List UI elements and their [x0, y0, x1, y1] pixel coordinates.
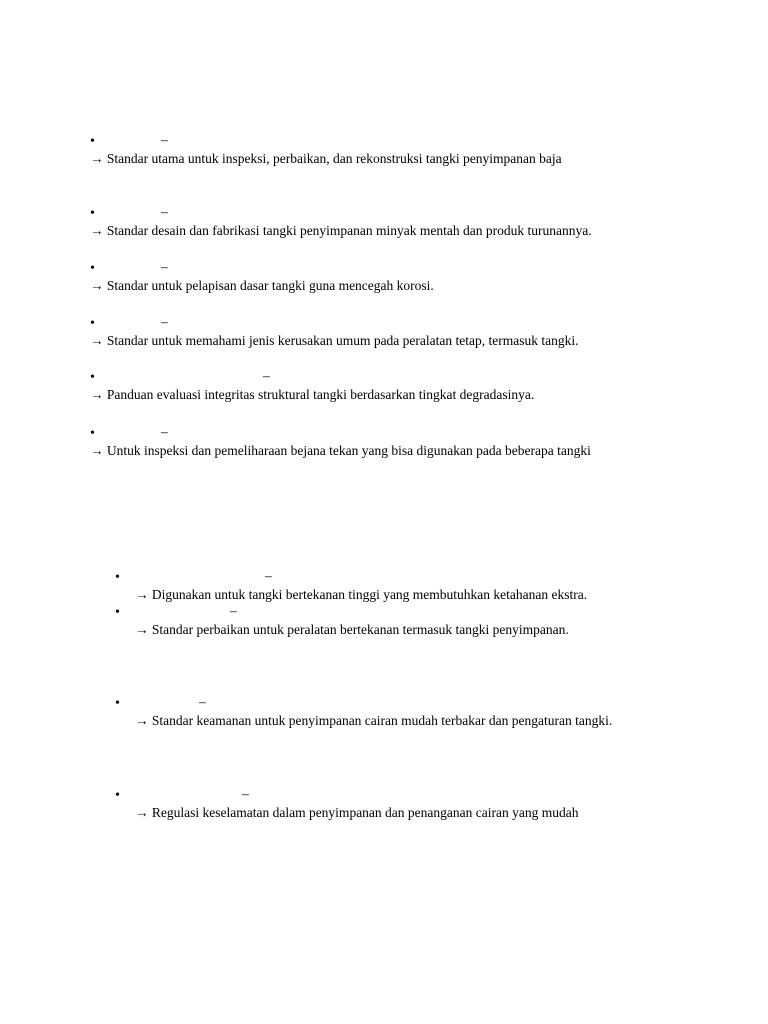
bullet-icon: •: [90, 134, 95, 149]
list-item: [90, 369, 534, 403]
bullet-icon: •: [90, 206, 95, 221]
list-item: [90, 425, 591, 459]
dash-separator: –: [242, 786, 249, 801]
list-item: [90, 315, 578, 349]
bullet-icon: •: [115, 788, 120, 803]
dash-separator: –: [161, 424, 168, 439]
list-item: [90, 133, 562, 167]
dash-separator: –: [263, 368, 270, 383]
dash-separator: –: [265, 568, 272, 583]
list-item: [115, 694, 613, 729]
bullet-icon: •: [115, 570, 120, 585]
dash-separator: –: [161, 259, 168, 274]
dash-separator: –: [161, 204, 168, 219]
dash-separator: –: [161, 132, 168, 147]
bullet-icon: •: [115, 605, 120, 620]
bullet-icon: •: [115, 696, 120, 711]
bullet-icon: •: [90, 316, 95, 331]
list-item: [115, 603, 569, 638]
item-description: → Standar desain dan fabrikasi tangki penyimpanan minyak mentah dan produk turunannya.: [90, 223, 592, 238]
list-item: [115, 568, 588, 603]
item-description: → Untuk inspeksi dan pemeliharaan bejana tekan yang bisa digunakan pada beberapa tangki: [90, 443, 591, 458]
dash-separator: –: [230, 603, 237, 618]
list-item: [90, 205, 592, 239]
bullet-icon: •: [90, 370, 95, 385]
bullet-icon: •: [90, 261, 95, 276]
item-description: → Standar untuk memahami jenis kerusakan umum pada peralatan tetap, termasuk tangki.: [90, 333, 579, 348]
item-description: → Panduan evaluasi integritas struktural tangki berdasarkan tingkat degradasinya.: [90, 387, 535, 402]
list-item: [90, 260, 434, 294]
item-description: → Standar perbaikan untuk peralatan bertekanan termasuk tangki penyimpanan.: [135, 622, 569, 637]
item-description: → Standar keamanan untuk penyimpanan cairan mudah terbakar dan pengaturan tangki.: [135, 713, 613, 728]
list-item: [115, 786, 579, 821]
dash-separator: –: [199, 694, 206, 709]
item-description: → Regulasi keselamatan dalam penyimpanan dan penanganan cairan yang mudah: [135, 805, 579, 820]
item-description: → Digunakan untuk tangki bertekanan tinggi yang membutuhkan ketahanan ekstra.: [135, 587, 588, 602]
dash-separator: –: [161, 314, 168, 329]
item-description: → Standar untuk pelapisan dasar tangki guna mencegah korosi.: [90, 278, 434, 293]
item-description: → Standar utama untuk inspeksi, perbaikan, dan rekonstruksi tangki penyimpanan baja: [90, 151, 562, 166]
bullet-icon: •: [90, 426, 95, 441]
